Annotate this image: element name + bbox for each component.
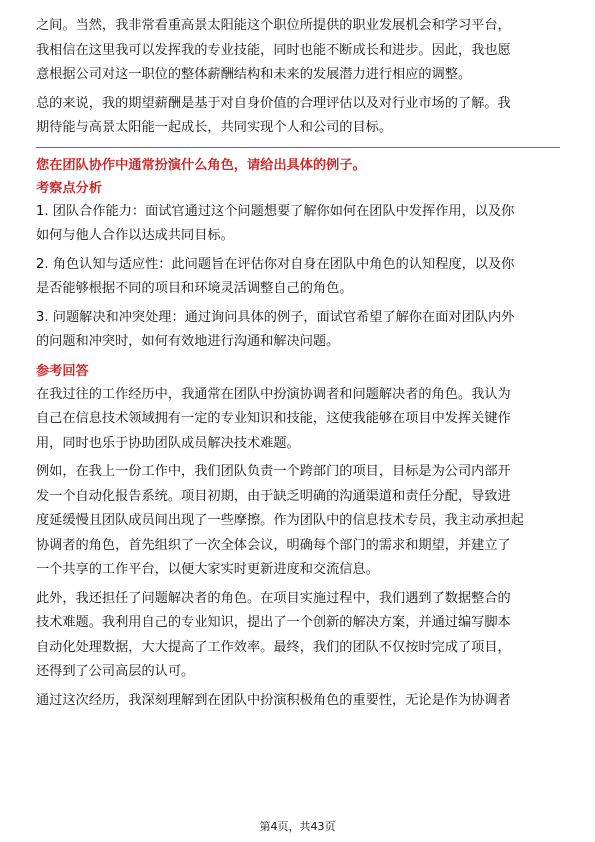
page-content — [36, 14, 560, 717]
text-line: 意根据公司对这一职位的整体薪酬结构和未来的发展潜力进行相应的调整。 — [36, 67, 472, 82]
text-line: 还得到了公司高层的认可。 — [36, 664, 195, 679]
text-line: 技术难题。我利用自己的专业知识，提出了一个创新的解决方案，并通过编写脚本 — [36, 615, 511, 630]
text-line: 此外，我还担任了问题解决者的角色。在项目实施过程中，我们遇到了数据整合的 — [36, 590, 511, 606]
text-line: 3. 问题解决和冲突处理：通过询问具体的例子，面试官希望了解你在面对团队内外 — [36, 309, 515, 325]
text-line: 总的来说，我的期望薪酬是基于对自身价值的合理评估以及对行业市场的了解。我 — [36, 95, 511, 111]
text-line: 一个共享的工作平台，以便大家实时更新进度和交流信息。 — [36, 562, 379, 577]
text-line: 2. 角色认知与适应性：此问题旨在评估你对自身在团队中角色的认知程度，以及你 — [36, 256, 515, 272]
text-line: 是否能够根据不同的项目和环境灵活调整自己的角色。 — [36, 281, 353, 296]
answer-paragraph — [36, 587, 560, 685]
text-line: 1. 团队合作能力：面试官通过这个问题想要了解你如何在团队中发挥作用，以及你 — [36, 203, 515, 219]
analysis-heading: 考察点分析 — [36, 180, 102, 196]
text-line: 自动化处理数据，大大提高了工作效率。最终，我们的团队不仅按时完成了项目， — [36, 639, 511, 655]
section-divider — [36, 147, 560, 148]
text-line: 如何与他人合作以达成共同目标。 — [36, 228, 234, 243]
analysis-item — [36, 200, 560, 249]
text-line: 自己在信息技术领域拥有一定的专业知识和技能，这使我能够在项目中发挥关键作 — [36, 411, 511, 426]
answer-paragraph — [36, 383, 560, 457]
text-line: 通过这次经历，我深刻理解到在团队中扮演积极角色的重要性，无论是作为协调者 — [36, 692, 511, 708]
text-line: 我相信在这里我可以发挥我的专业技能，同时也能不断成长和进步。因此，我也愿 — [36, 42, 511, 58]
text-line: 期待能与高景太阳能一起成长，共同实现个人和公司的目标。 — [36, 120, 393, 135]
answer-paragraph — [36, 689, 560, 714]
text-line: 用，同时也乐于协助团队成员解决技术难题。 — [36, 435, 300, 451]
analysis-item — [36, 253, 560, 302]
paragraph — [36, 92, 560, 141]
text-line: 之间。当然，我非常看重高景太阳能这个职位所提供的职业发展机会和学习平台， — [36, 18, 511, 33]
analysis-item — [36, 306, 560, 355]
answer-heading: 参考回答 — [36, 363, 89, 379]
answer-paragraph — [36, 460, 560, 583]
page-number-footer: 第4页，共43页 — [259, 820, 336, 833]
text-line: 在我过往的工作经历中，我通常在团队中扮演协调者和问题解决者的角色。我认为 — [36, 386, 511, 402]
text-line: 的问题和冲突时，如何有效地进行沟通和解决问题。 — [36, 334, 340, 349]
text-line: 例如，在我上一份工作中，我们团队负责一个跨部门的项目，目标是为公司内部开 — [36, 464, 511, 479]
question-heading: 您在团队协作中通常扮演什么角色，请给出具体的例子。 — [36, 157, 366, 173]
text-line: 协调者的角色，首先组织了一次全体会议，明确每个部门的需求和期望，并建立了 — [36, 537, 511, 553]
paragraph — [36, 14, 560, 88]
text-line: 度延缓慢且团队成员间出现了一些摩擦。作为团队中的信息技术专员，我主动承担起 — [36, 513, 524, 528]
text-line: 发一个自动化报告系统。项目初期，由于缺乏明确的沟通渠道和责任分配，导致进 — [36, 488, 511, 504]
